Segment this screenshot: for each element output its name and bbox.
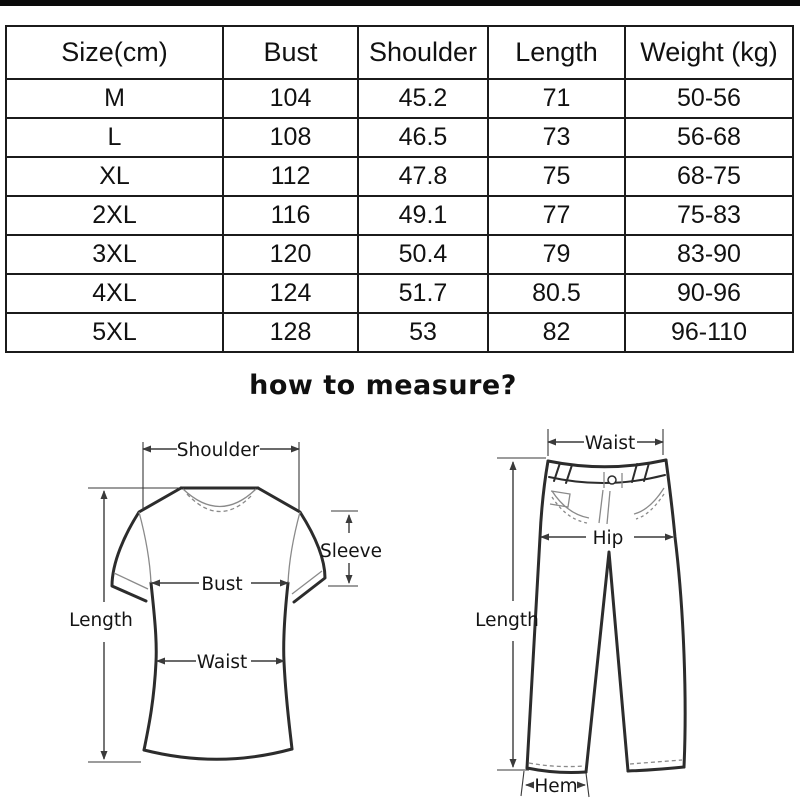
weight-cell: 50-56 xyxy=(625,79,793,118)
shoulder-cell: 50.4 xyxy=(358,235,488,274)
length-cell: 80.5 xyxy=(488,274,625,313)
shoulder-cell: 45.2 xyxy=(358,79,488,118)
size-cell: 3XL xyxy=(6,235,223,274)
weight-cell: 96-110 xyxy=(625,313,793,352)
tshirt-length-label: Length xyxy=(69,610,133,631)
length-cell: 82 xyxy=(488,313,625,352)
weight-cell: 56-68 xyxy=(625,118,793,157)
tshirt-diagram xyxy=(69,440,382,762)
tshirt-waist-label: Waist xyxy=(196,652,248,673)
size-cell: L xyxy=(6,118,223,157)
length-cell: 73 xyxy=(488,118,625,157)
col-header-shoulder: Shoulder xyxy=(358,26,488,79)
length-cell: 71 xyxy=(488,79,625,118)
size-cell: M xyxy=(6,79,223,118)
tshirt-sleeve-label: Sleeve xyxy=(320,541,382,562)
col-header-length: Length xyxy=(488,26,625,79)
section-title: how to measure? xyxy=(249,370,517,401)
pants-waist-label: Waist xyxy=(584,433,636,454)
tshirt-annotations xyxy=(88,442,358,762)
shoulder-cell: 46.5 xyxy=(358,118,488,157)
shoulder-cell: 47.8 xyxy=(358,157,488,196)
col-header-bust: Bust xyxy=(223,26,358,79)
tshirt-outline xyxy=(112,488,325,759)
size-cell: XL xyxy=(6,157,223,196)
pants-diagram xyxy=(475,429,685,797)
tshirt-shoulder-label: Shoulder xyxy=(176,440,260,461)
shoulder-cell: 51.7 xyxy=(358,274,488,313)
tshirt-bust-label: Bust xyxy=(201,574,243,595)
bust-cell: 124 xyxy=(223,274,358,313)
pants-hem-label: Hem xyxy=(534,776,578,797)
weight-cell: 83-90 xyxy=(625,235,793,274)
col-header-size: Size(cm) xyxy=(6,26,223,79)
weight-cell: 68-75 xyxy=(625,157,793,196)
bust-cell: 104 xyxy=(223,79,358,118)
length-cell: 75 xyxy=(488,157,625,196)
size-cell: 2XL xyxy=(6,196,223,235)
bust-cell: 128 xyxy=(223,313,358,352)
pants-outline xyxy=(527,460,685,773)
col-header-weight: Weight (kg) xyxy=(625,26,793,79)
size-cell: 4XL xyxy=(6,274,223,313)
pants-hip-label: Hip xyxy=(592,528,624,549)
bust-cell: 120 xyxy=(223,235,358,274)
bust-cell: 108 xyxy=(223,118,358,157)
weight-cell: 75-83 xyxy=(625,196,793,235)
pants-seams xyxy=(529,472,682,767)
bust-cell: 112 xyxy=(223,157,358,196)
length-cell: 79 xyxy=(488,235,625,274)
weight-cell: 90-96 xyxy=(625,274,793,313)
pants-length-label: Length xyxy=(475,610,539,631)
size-cell: 5XL xyxy=(6,313,223,352)
shoulder-cell: 53 xyxy=(358,313,488,352)
bust-cell: 116 xyxy=(223,196,358,235)
length-cell: 77 xyxy=(488,196,625,235)
shoulder-cell: 49.1 xyxy=(358,196,488,235)
